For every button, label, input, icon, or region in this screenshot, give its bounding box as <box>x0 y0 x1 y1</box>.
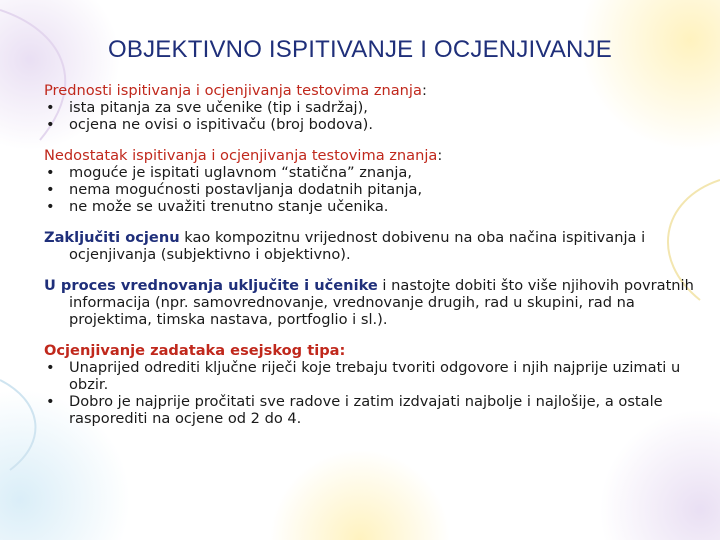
essay-list <box>44 359 700 427</box>
bullet-icon: • <box>46 164 55 181</box>
involve-text: i nastojte dobiti što više njihovih povratnih informacija (npr. samovrednovanje, vrednovanje drugih, rad u skupini, rad na projektima, timska nastava, portfoglio i sl.). <box>69 277 694 328</box>
list-item-text: nema mogućnosti postavljanja dodatnih pitanja, <box>69 181 423 198</box>
bullet-icon: • <box>46 99 55 116</box>
list-item-text: moguće je ispitati uglavnom “statična” znanja, <box>69 164 412 181</box>
bullet-icon: • <box>46 116 55 133</box>
essay-heading-text: Ocjenjivanje zadataka esejskog tipa: <box>44 342 346 359</box>
list-item <box>44 99 700 116</box>
essay-section <box>44 342 700 427</box>
list-item <box>44 359 700 393</box>
disadvantages-heading-text: Nedostatak ispitivanja i ocjenjivanja testovima znanja <box>44 147 438 164</box>
involve-lead: U proces vrednovanja uključite i učenike <box>44 277 378 294</box>
advantages-list <box>44 99 700 133</box>
bullet-icon: • <box>46 359 55 376</box>
disadvantages-heading <box>44 147 700 164</box>
list-item-text: ista pitanja za sve učenike (tip i sadržaj), <box>69 99 368 116</box>
bullet-icon: • <box>46 198 55 215</box>
slide-title: OBJEKTIVNO ISPITIVANJE I OCJENJIVANJE <box>108 36 612 63</box>
advantages-heading <box>44 82 700 99</box>
list-item-text: ocjena ne ovisi o ispitivaču (broj bodova). <box>69 116 373 133</box>
involve-paragraph <box>44 277 700 328</box>
conclude-text: kao kompozitnu vrijednost dobivenu na oba načina ispitivanja i ocjenjivanja (subjektivno i objektivno). <box>69 229 646 263</box>
conclude-lead: Zaključiti ocjenu <box>44 229 180 246</box>
list-item <box>44 198 700 215</box>
disadvantages-section <box>44 147 700 215</box>
list-item <box>44 164 700 181</box>
disadvantages-list <box>44 164 700 215</box>
bullet-icon: • <box>46 393 55 410</box>
list-item-text: ne može se uvažiti trenutno stanje učenika. <box>69 198 389 215</box>
bullet-icon: • <box>46 181 55 198</box>
list-item <box>44 116 700 133</box>
list-item <box>44 393 700 427</box>
essay-heading <box>44 342 700 359</box>
list-item <box>44 181 700 198</box>
list-item-text: Unaprijed odrediti ključne riječi koje trebaju tvoriti odgovore i njih najprije uzimati u obzir. <box>69 359 681 393</box>
conclude-paragraph <box>44 229 700 263</box>
list-item-text: Dobro je najprije pročitati sve radove i zatim izdvajati najbolje i najlošije, a ostale rasporediti na ocjene od 2 do 4. <box>69 393 663 427</box>
advantages-heading-suffix: : <box>421 82 427 99</box>
disadvantages-heading-suffix: : <box>437 147 443 164</box>
advantages-heading-text: Prednosti ispitivanja i ocjenjivanja testovima znanja <box>44 82 422 99</box>
slide-body <box>44 82 700 427</box>
advantages-section <box>44 82 700 133</box>
